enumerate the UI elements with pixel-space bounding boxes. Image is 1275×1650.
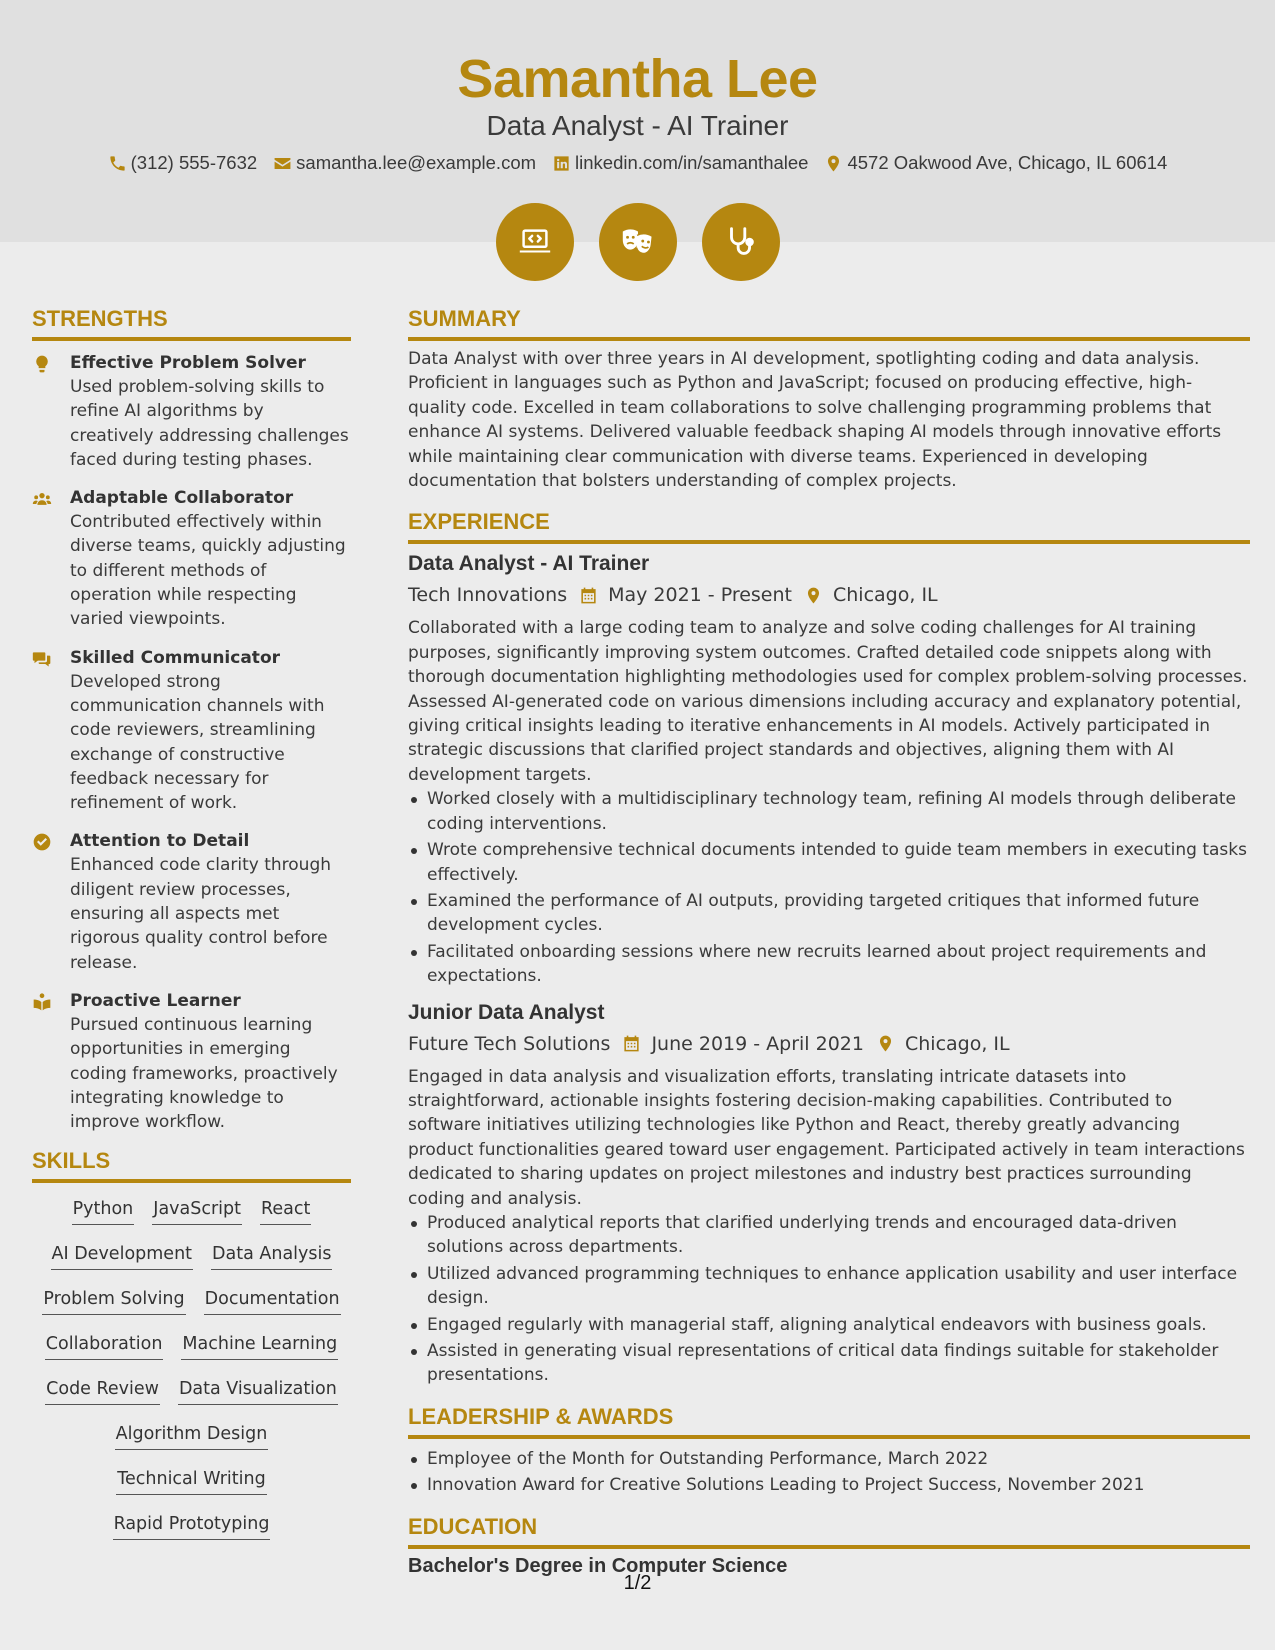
calendar-icon bbox=[579, 586, 598, 605]
skill-tag: Problem Solving bbox=[42, 1287, 185, 1315]
laptop-code-icon bbox=[516, 223, 554, 261]
strength-title: Skilled Communicator bbox=[70, 647, 281, 668]
strength-title: Attention to Detail bbox=[70, 831, 250, 852]
stethoscope-icon bbox=[722, 223, 760, 261]
job-location: Chicago, IL bbox=[833, 584, 938, 607]
skill-tag: Algorithm Design bbox=[115, 1422, 269, 1450]
candidate-role: Data Analyst - AI Trainer bbox=[486, 110, 789, 141]
strength-item bbox=[32, 829, 351, 974]
job-bullet: Produced analytical reports that clarified underlying trends and encouraged data-driven solutions across departments. bbox=[408, 1211, 1250, 1260]
job-bullet: Wrote comprehensive technical documents intended to guide team members in executing tasks effectively. bbox=[408, 838, 1250, 887]
skill-tag: React bbox=[260, 1197, 311, 1225]
job-company: Tech Innovations bbox=[408, 584, 568, 607]
strength-desc: Developed strong communication channels with code reviewers, streamlining exchange of constructive feedback necessary for refinement of work. bbox=[70, 671, 325, 814]
strength-title: Proactive Learner bbox=[70, 990, 241, 1011]
strengths-list bbox=[32, 351, 351, 1134]
job-bullet: Assisted in generating visual representations of critical data findings suitable for stakeholder presentations. bbox=[408, 1339, 1250, 1388]
education-heading: EDUCATION bbox=[408, 1514, 1250, 1549]
summary-heading: SUMMARY bbox=[408, 306, 1250, 341]
skill-tag: Technical Writing bbox=[116, 1467, 266, 1495]
skill-tag: Machine Learning bbox=[181, 1332, 338, 1360]
awards-heading: LEADERSHIP & AWARDS bbox=[408, 1404, 1250, 1439]
awards-list bbox=[408, 1447, 1250, 1498]
page-number: 1/2 bbox=[623, 1572, 652, 1594]
header bbox=[0, 0, 1275, 242]
contact-linkedin[interactable] bbox=[552, 152, 808, 174]
education-degree: Bachelor's Degree in Computer Science bbox=[408, 1554, 788, 1577]
skill-tag: Code Review bbox=[45, 1377, 160, 1405]
linkedin-icon bbox=[552, 154, 571, 173]
job-bullets bbox=[408, 1211, 1250, 1388]
award-item: Innovation Award for Creative Solutions Leading to Project Success, November 2021 bbox=[408, 1473, 1250, 1497]
lightbulb-icon bbox=[32, 354, 52, 374]
job-meta bbox=[408, 1031, 1250, 1057]
strength-item bbox=[32, 486, 351, 631]
phone-icon bbox=[108, 154, 127, 173]
interest-icons bbox=[0, 203, 1275, 281]
job-title: Data Analyst - AI Trainer bbox=[408, 552, 650, 576]
job-bullet: Examined the performance of AI outputs, providing targeted critiques that informed future development cycles. bbox=[408, 889, 1250, 938]
strength-desc: Contributed effectively within diverse teams, quickly adjusting to different methods of operation while respecting varied viewpoints. bbox=[70, 512, 346, 630]
job-entry bbox=[408, 999, 1250, 1388]
job-dates: June 2019 - April 2021 bbox=[651, 1032, 864, 1055]
contact-address bbox=[824, 152, 1167, 174]
interest-circle bbox=[599, 203, 677, 281]
contact-bar bbox=[0, 152, 1275, 174]
skill-tag: JavaScript bbox=[152, 1197, 242, 1225]
skill-tag: Data Visualization bbox=[178, 1377, 338, 1405]
skill-tag: Documentation bbox=[204, 1287, 341, 1315]
map-marker-icon bbox=[824, 154, 843, 173]
job-title: Junior Data Analyst bbox=[408, 1000, 605, 1024]
strength-desc: Used problem-solving skills to refine AI algorithms by creatively addressing challenges faced during testing phases. bbox=[70, 377, 349, 470]
job-description: Collaborated with a large coding team to analyze and solve coding challenges for AI training purposes, significantly improving system outcomes. Crafted detailed code snippets along with thorough documentation highlighting methodologies used for complex problem-solving processes. Assessed AI-generated code on various dimensions including accuracy and explanatory potential, giving critical insights leading to iterative enhancements in AI models. Actively participated in strategic discussions that clarified project standards and objectives, aligning them with AI development targets. bbox=[408, 618, 1248, 785]
strength-desc: Pursued continuous learning opportunities in emerging coding frameworks, proactively integrating knowledge to improve workflow. bbox=[70, 1014, 338, 1133]
skill-tag: Data Analysis bbox=[211, 1242, 332, 1270]
job-bullets bbox=[408, 787, 1250, 988]
linkedin-text: linkedin.com/in/samanthalee bbox=[575, 152, 809, 173]
job-bullet: Utilized advanced programming techniques to enhance application usability and user interface design. bbox=[408, 1262, 1250, 1311]
skills-heading: SKILLS bbox=[32, 1148, 351, 1183]
comments-icon bbox=[32, 649, 52, 669]
job-bullet: Worked closely with a multidisciplinary technology team, refining AI models through deliberate coding interventions. bbox=[408, 787, 1250, 836]
skill-tag: Collaboration bbox=[45, 1332, 164, 1360]
right-column bbox=[408, 306, 1250, 1578]
skill-tag: Rapid Prototyping bbox=[113, 1512, 271, 1540]
summary-text: Data Analyst with over three years in AI development, spotlighting coding and data analysis. Proficient in languages such as Python and JavaScript; focused on producing effective, high-quality code. Excelled in team collaborations to solve challenging programming problems that enhance AI systems. Delivered valuable feedback shaping AI models through innovative efforts while maintaining clear communication with diverse teams. Experienced in developing documentation that bolsters understanding of complex projects. bbox=[408, 349, 1222, 492]
map-marker-icon bbox=[876, 1034, 895, 1053]
experience-heading: EXPERIENCE bbox=[408, 509, 1250, 544]
interest-circle bbox=[496, 203, 574, 281]
strength-title: Adaptable Collaborator bbox=[70, 488, 294, 509]
job-description: Engaged in data analysis and visualization efforts, translating intricate datasets into straightforward, actionable insights fostering decision-making capabilities. Contributed to software initiatives utilizing technologies like Python and React, thereby greatly advancing product functionalities geared toward user engagement. Participated actively in team interactions dedicated to sharing updates on project milestones and industry best practices surrounding coding and analysis. bbox=[408, 1066, 1245, 1209]
skill-tag: AI Development bbox=[51, 1242, 194, 1270]
strength-title: Effective Problem Solver bbox=[70, 353, 306, 373]
address-text: 4572 Oakwood Ave, Chicago, IL 60614 bbox=[847, 152, 1168, 173]
map-marker-icon bbox=[804, 586, 823, 605]
strength-desc: Enhanced code clarity through diligent review processes, ensuring all aspects met rigorous quality control before release. bbox=[70, 855, 332, 973]
job-meta bbox=[408, 582, 1250, 608]
calendar-icon bbox=[622, 1034, 641, 1053]
interest-circle bbox=[702, 203, 780, 281]
skills-list bbox=[32, 1197, 351, 1557]
job-bullet: Facilitated onboarding sessions where new recruits learned about project requirements and expectations. bbox=[408, 940, 1250, 989]
email-text: samantha.lee@example.com bbox=[296, 152, 537, 173]
envelope-icon bbox=[273, 154, 292, 173]
strengths-heading: STRENGTHS bbox=[32, 306, 351, 341]
users-icon bbox=[32, 489, 52, 509]
strength-item bbox=[32, 989, 351, 1134]
award-item: Employee of the Month for Outstanding Performance, March 2022 bbox=[408, 1447, 1250, 1471]
contact-phone[interactable] bbox=[108, 152, 258, 174]
job-entry bbox=[408, 550, 1250, 988]
job-bullet: Engaged regularly with managerial staff, aligning analytical endeavors with business goals. bbox=[408, 1313, 1250, 1337]
check-circle-icon bbox=[32, 832, 52, 852]
job-company: Future Tech Solutions bbox=[408, 1032, 611, 1055]
strength-item bbox=[32, 646, 351, 816]
skill-tag: Python bbox=[72, 1197, 135, 1225]
contact-email[interactable] bbox=[273, 152, 536, 174]
strength-item bbox=[32, 351, 351, 472]
phone-text: (312) 555-7632 bbox=[130, 152, 258, 173]
job-dates: May 2021 - Present bbox=[608, 584, 792, 607]
job-location: Chicago, IL bbox=[904, 1032, 1010, 1055]
book-reader-icon bbox=[32, 992, 52, 1012]
candidate-name: Samantha Lee bbox=[457, 49, 818, 109]
left-column bbox=[32, 306, 351, 1557]
theater-masks-icon bbox=[619, 223, 657, 261]
